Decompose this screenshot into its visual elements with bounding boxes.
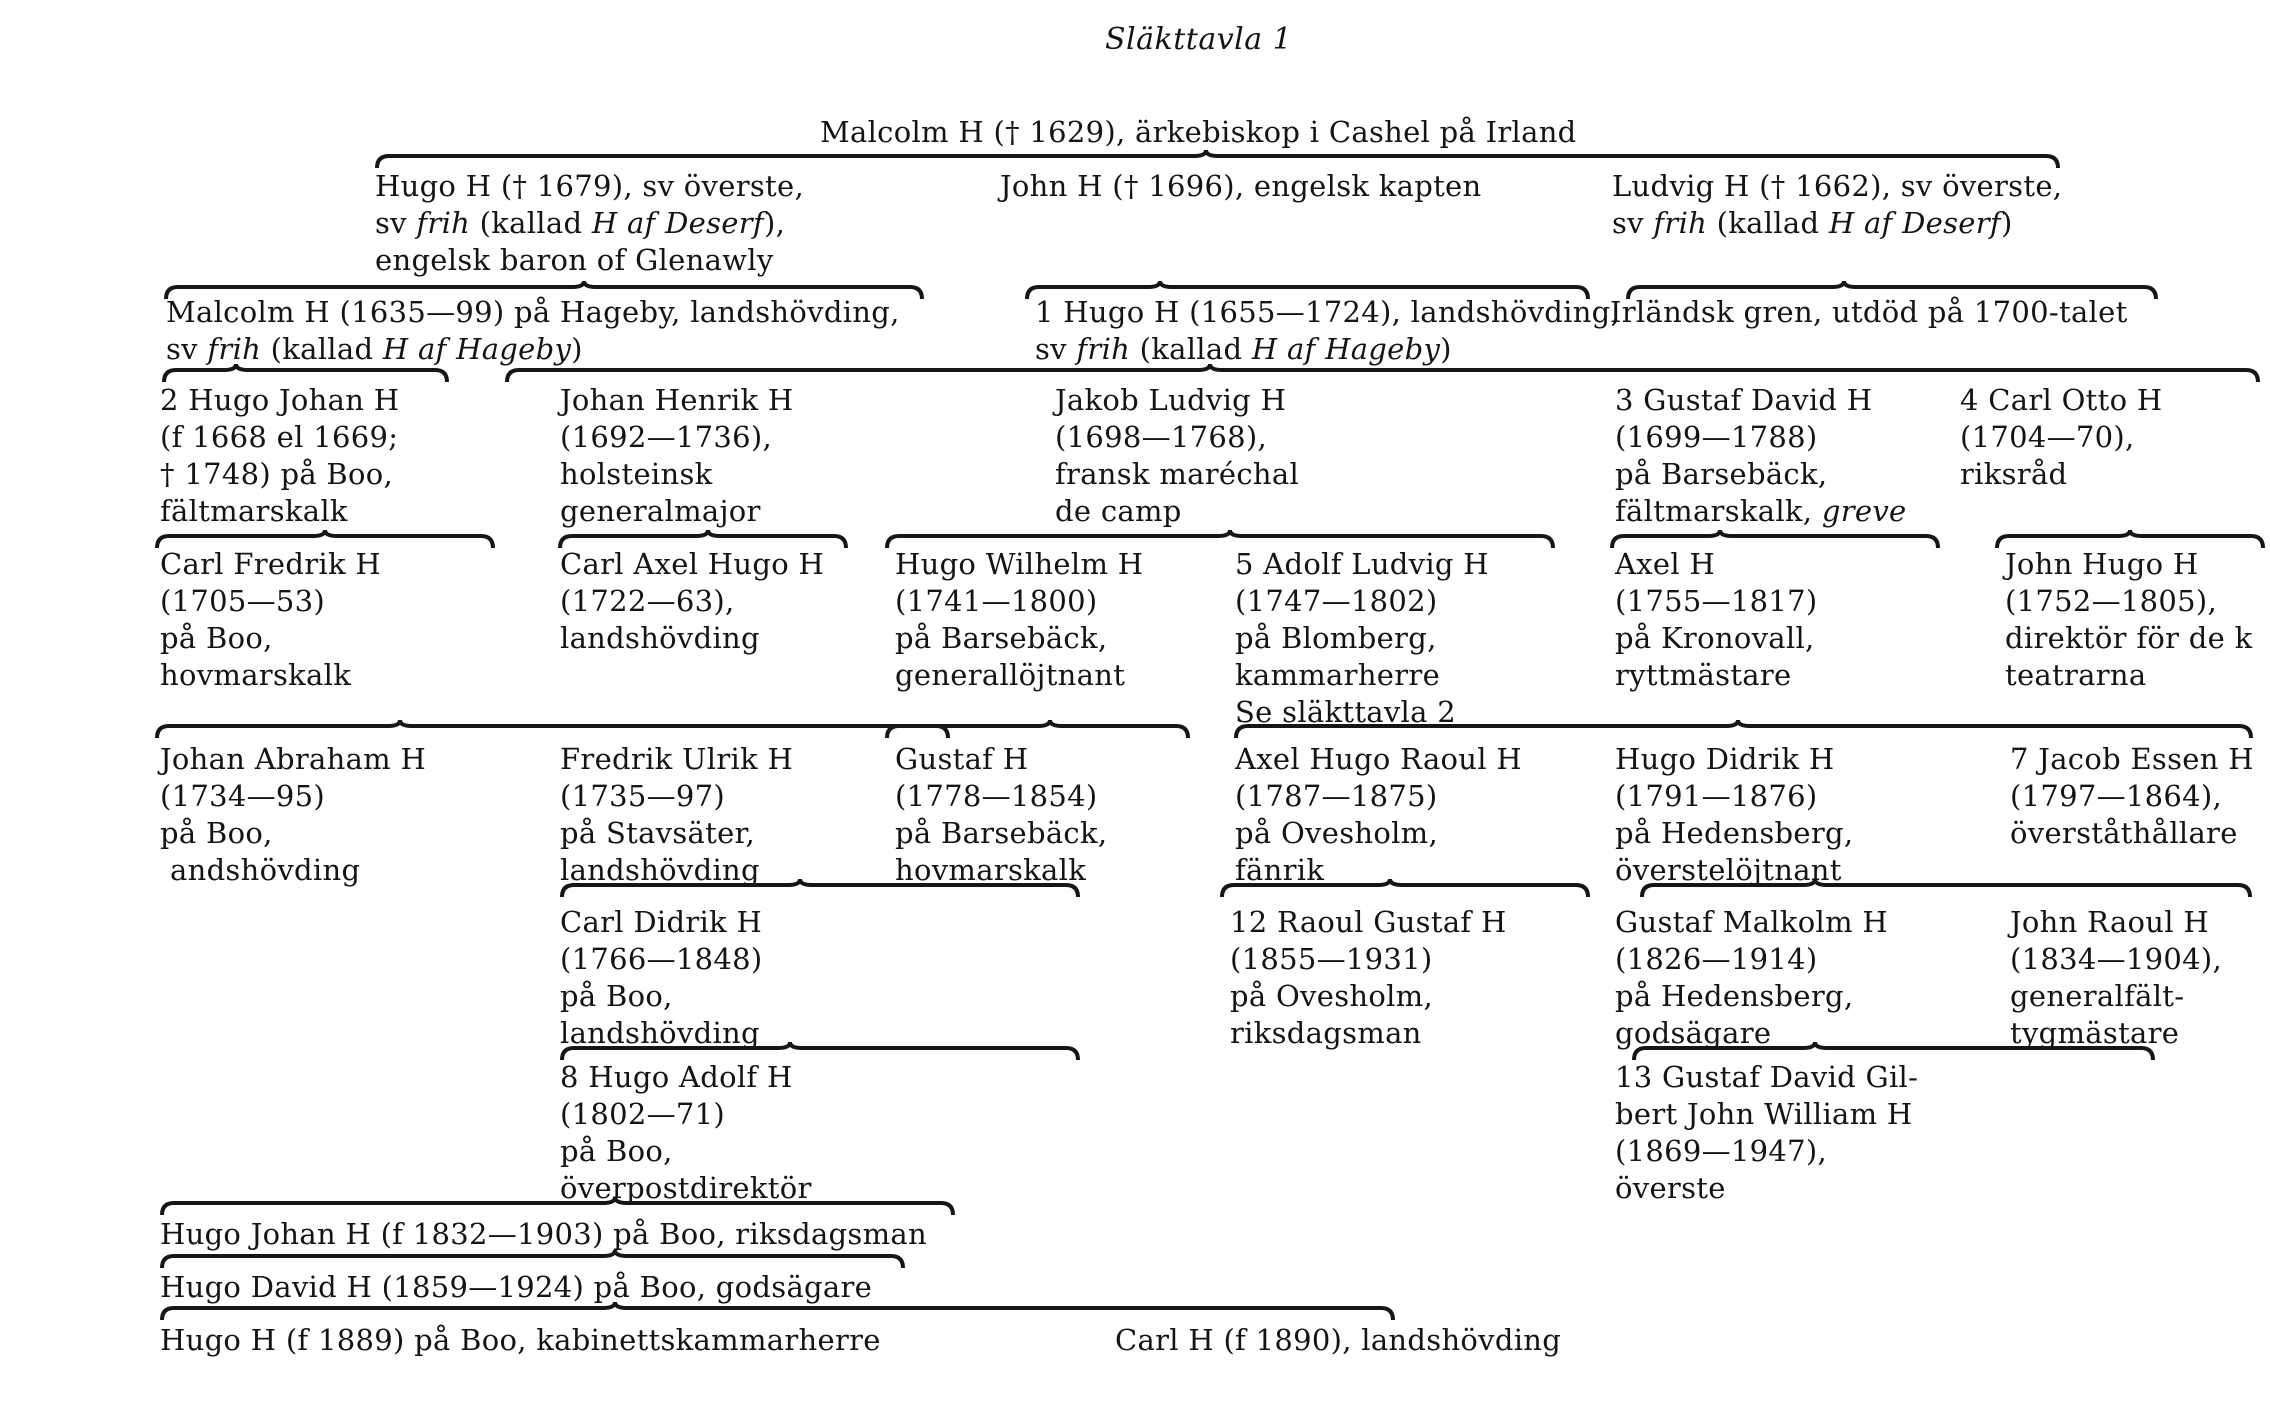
person-line: John Hugo H <box>2005 547 2199 581</box>
person-line: Carl Fredrik H <box>160 547 381 581</box>
person-line: Malcolm H (1635—99) på Hageby, landshövding, <box>166 295 900 329</box>
person-line: på Boo, <box>560 979 673 1013</box>
person-line: (1787—1875) <box>1235 779 1438 813</box>
person-line: (1722—63), <box>560 584 735 618</box>
person-line: på Boo, <box>160 816 273 850</box>
person-line: (1752—1805), <box>2005 584 2218 618</box>
person-line: (1778—1854) <box>895 779 1098 813</box>
person-hugo-adolf <box>560 1059 812 1207</box>
person-line: (1692—1736), <box>560 420 773 454</box>
person-line: (1735—97) <box>560 779 726 813</box>
person-line: sv frih (kallad H af Deserf) <box>1612 206 2013 240</box>
person-gustaf-david-gilbert <box>1615 1059 1918 1207</box>
person-malcolm-1635 <box>166 294 900 368</box>
person-line: Ludvig H († 1662), sv överste, <box>1612 169 2063 203</box>
person-carl-1890 <box>1115 1322 1561 1359</box>
person-line: 8 Hugo Adolf H <box>560 1060 793 1094</box>
person-line: överste <box>1615 1171 1726 1205</box>
person-line: fältmarskalk, greve <box>1615 494 1907 528</box>
person-line: (1826—1914) <box>1615 942 1818 976</box>
brace-connector <box>1220 878 1590 900</box>
person-line: på Barsebäck, <box>895 621 1108 655</box>
person-axel <box>1615 546 1818 694</box>
person-line: (1855—1931) <box>1230 942 1433 976</box>
person-line: 13 Gustaf David Gil- <box>1615 1060 1919 1094</box>
person-john-raoul <box>2010 904 2222 1052</box>
person-hugo-johan-1832 <box>160 1216 927 1253</box>
person-line: på Barsebäck, <box>1615 457 1828 491</box>
person-carl-otto <box>1960 382 2162 493</box>
person-carl-axel-hugo <box>560 546 824 657</box>
person-line: på Blomberg, <box>1235 621 1437 655</box>
person-line: Hugo H (f 1889) på Boo, kabinettskammarherre <box>160 1323 881 1357</box>
brace-connector <box>160 1249 905 1271</box>
person-gustaf-david <box>1615 382 1906 530</box>
person-line: (1734—95) <box>160 779 326 813</box>
person-line: (1802—71) <box>560 1097 726 1131</box>
person-line: (1869—1947), <box>1615 1134 1828 1168</box>
person-raoul-gustaf <box>1230 904 1507 1052</box>
person-line: (1705—53) <box>160 584 326 618</box>
person-gustaf-malkolm <box>1615 904 1888 1052</box>
person-line: hovmarskalk <box>895 853 1087 887</box>
person-line: på Hedensberg, <box>1615 979 1854 1013</box>
person-line: (1741—1800) <box>895 584 1098 618</box>
person-line: fältmarskalk <box>160 494 348 528</box>
person-line: på Boo, <box>160 621 273 655</box>
person-line: Axel H <box>1615 547 1716 581</box>
person-line: ryttmästare <box>1615 658 1792 692</box>
person-adolf-ludvig <box>1235 546 1489 731</box>
person-fredrik-ulrik <box>560 741 793 889</box>
person-john-hugo <box>2005 546 2253 694</box>
person-line: överstelöjtnant <box>1615 853 1842 887</box>
person-line: † 1748) på Boo, <box>160 457 394 491</box>
person-line: (1755—1817) <box>1615 584 1818 618</box>
brace-connector <box>885 719 1190 741</box>
person-line: John Raoul H <box>2010 905 2209 939</box>
person-hugo-johan <box>160 382 399 530</box>
person-line: på Hedensberg, <box>1615 816 1854 850</box>
person-line: Johan Abraham H <box>160 742 427 776</box>
person-line: Malcolm H († 1629), ärkebiskop i Cashel på Irland <box>820 115 1577 149</box>
person-johan-abraham <box>160 741 426 889</box>
person-hugo-1655 <box>1035 294 1620 368</box>
person-line: (1704—70), <box>1960 420 2135 454</box>
person-line: på Barsebäck, <box>895 816 1108 850</box>
person-line: på Kronovall, <box>1615 621 1815 655</box>
person-line: bert John William H <box>1615 1097 1913 1131</box>
brace-connector <box>160 1301 1395 1323</box>
person-line: landshövding <box>560 853 760 887</box>
brace-connector <box>560 878 1080 900</box>
person-john-1696 <box>1000 168 1481 205</box>
person-line: Hugo Didrik H <box>1615 742 1835 776</box>
person-jacob-essen <box>2010 741 2254 852</box>
person-line: (1834—1904), <box>2010 942 2223 976</box>
person-line: sv frih (kallad H af Hageby) <box>1035 332 1452 366</box>
person-line: John H († 1696), engelsk kapten <box>1000 169 1482 203</box>
brace-connector <box>1234 719 2253 741</box>
person-line: 2 Hugo Johan H <box>160 383 400 417</box>
person-line: landshövding <box>560 1016 760 1050</box>
person-line: riksdagsman <box>1230 1016 1422 1050</box>
person-hugo-1679 <box>375 168 804 279</box>
person-line: Carl H (f 1890), landshövding <box>1115 1323 1562 1357</box>
person-line: engelsk baron of Glenawly <box>375 243 774 277</box>
person-line: sv frih (kallad H af Deserf), <box>375 206 786 240</box>
person-line: direktör för de k <box>2005 621 2253 655</box>
person-line: Johan Henrik H <box>560 383 794 417</box>
person-line: (1698—1768), <box>1055 420 1268 454</box>
person-line: Gustaf Malkolm H <box>1615 905 1888 939</box>
person-line: Hugo Wilhelm H <box>895 547 1144 581</box>
person-line: riksråd <box>1960 457 2068 491</box>
brace-connector <box>1640 878 2252 900</box>
person-ludvig-1662 <box>1612 168 2062 242</box>
person-line: på Ovesholm, <box>1230 979 1434 1013</box>
person-line: hovmarskalk <box>160 658 352 692</box>
person-line: 5 Adolf Ludvig H <box>1235 547 1489 581</box>
person-line: 4 Carl Otto H <box>1960 383 2163 417</box>
person-line: (1797—1864), <box>2010 779 2223 813</box>
person-line: på Ovesholm, <box>1235 816 1439 850</box>
person-malcolm-1629 <box>820 114 1577 151</box>
person-line: på Boo, <box>560 1134 673 1168</box>
note-irish-branch <box>1610 294 2128 331</box>
person-hugo-wilhelm <box>895 546 1143 694</box>
person-line: holsteinsk <box>560 457 713 491</box>
person-line: Jakob Ludvig H <box>1055 383 1287 417</box>
person-hugo-didrik <box>1615 741 1853 889</box>
person-line: andshövding <box>170 853 361 887</box>
person-line: (1766—1848) <box>560 942 763 976</box>
person-line: generallöjtnant <box>895 658 1126 692</box>
person-line: teatrarna <box>2005 658 2147 692</box>
person-line: Hugo H († 1679), sv överste, <box>375 169 804 203</box>
person-line: på Stavsäter, <box>560 816 756 850</box>
person-line: (1699—1788) <box>1615 420 1818 454</box>
person-line: överståthållare <box>2010 816 2238 850</box>
person-line: 1 Hugo H (1655—1724), landshövding, <box>1035 295 1621 329</box>
brace-connector <box>155 719 950 741</box>
person-line: 3 Gustaf David H <box>1615 383 1873 417</box>
person-line: 7 Jacob Essen H <box>2010 742 2254 776</box>
person-line: Carl Didrik H <box>560 905 763 939</box>
person-line: Fredrik Ulrik H <box>560 742 794 776</box>
person-line: (1791—1876) <box>1615 779 1818 813</box>
person-line: godsägare <box>1615 1016 1772 1050</box>
person-line: 12 Raoul Gustaf H <box>1230 905 1507 939</box>
person-line: överpostdirektör <box>560 1171 812 1205</box>
person-line: fänrik <box>1235 853 1325 887</box>
person-line: Hugo Johan H (f 1832—1903) på Boo, riksdagsman <box>160 1217 927 1251</box>
person-line: fransk maréchal <box>1055 457 1300 491</box>
person-line: kammarherre <box>1235 658 1441 692</box>
page-title: Släkttavla 1 <box>1105 22 1293 57</box>
brace-connector <box>160 1196 955 1218</box>
person-line: Se släkttavla 2 <box>1235 695 1456 729</box>
person-line: Gustaf H <box>895 742 1029 776</box>
person-line: (1747—1802) <box>1235 584 1438 618</box>
person-line: (f 1668 el 1669; <box>160 420 399 454</box>
person-line: generalfält- <box>2010 979 2185 1013</box>
person-johan-henrik <box>560 382 794 530</box>
person-carl-fredrik <box>160 546 381 694</box>
person-hugo-1889 <box>160 1322 881 1359</box>
person-line: landshövding <box>560 621 760 655</box>
person-jakob-ludvig <box>1055 382 1299 530</box>
person-line: Irländsk gren, utdöd på 1700-talet <box>1610 295 2128 329</box>
person-line: tygmästare <box>2010 1016 2180 1050</box>
person-line: sv frih (kallad H af Hageby) <box>166 332 583 366</box>
person-line: Axel Hugo Raoul H <box>1235 742 1522 776</box>
person-line: de camp <box>1055 494 1182 528</box>
person-line: Hugo David H (1859—1924) på Boo, godsägare <box>160 1270 873 1304</box>
person-carl-didrik <box>560 904 763 1052</box>
person-gustaf <box>895 741 1107 889</box>
person-line: generalmajor <box>560 494 761 528</box>
person-axel-hugo-raoul <box>1235 741 1522 889</box>
person-line: Carl Axel Hugo H <box>560 547 825 581</box>
